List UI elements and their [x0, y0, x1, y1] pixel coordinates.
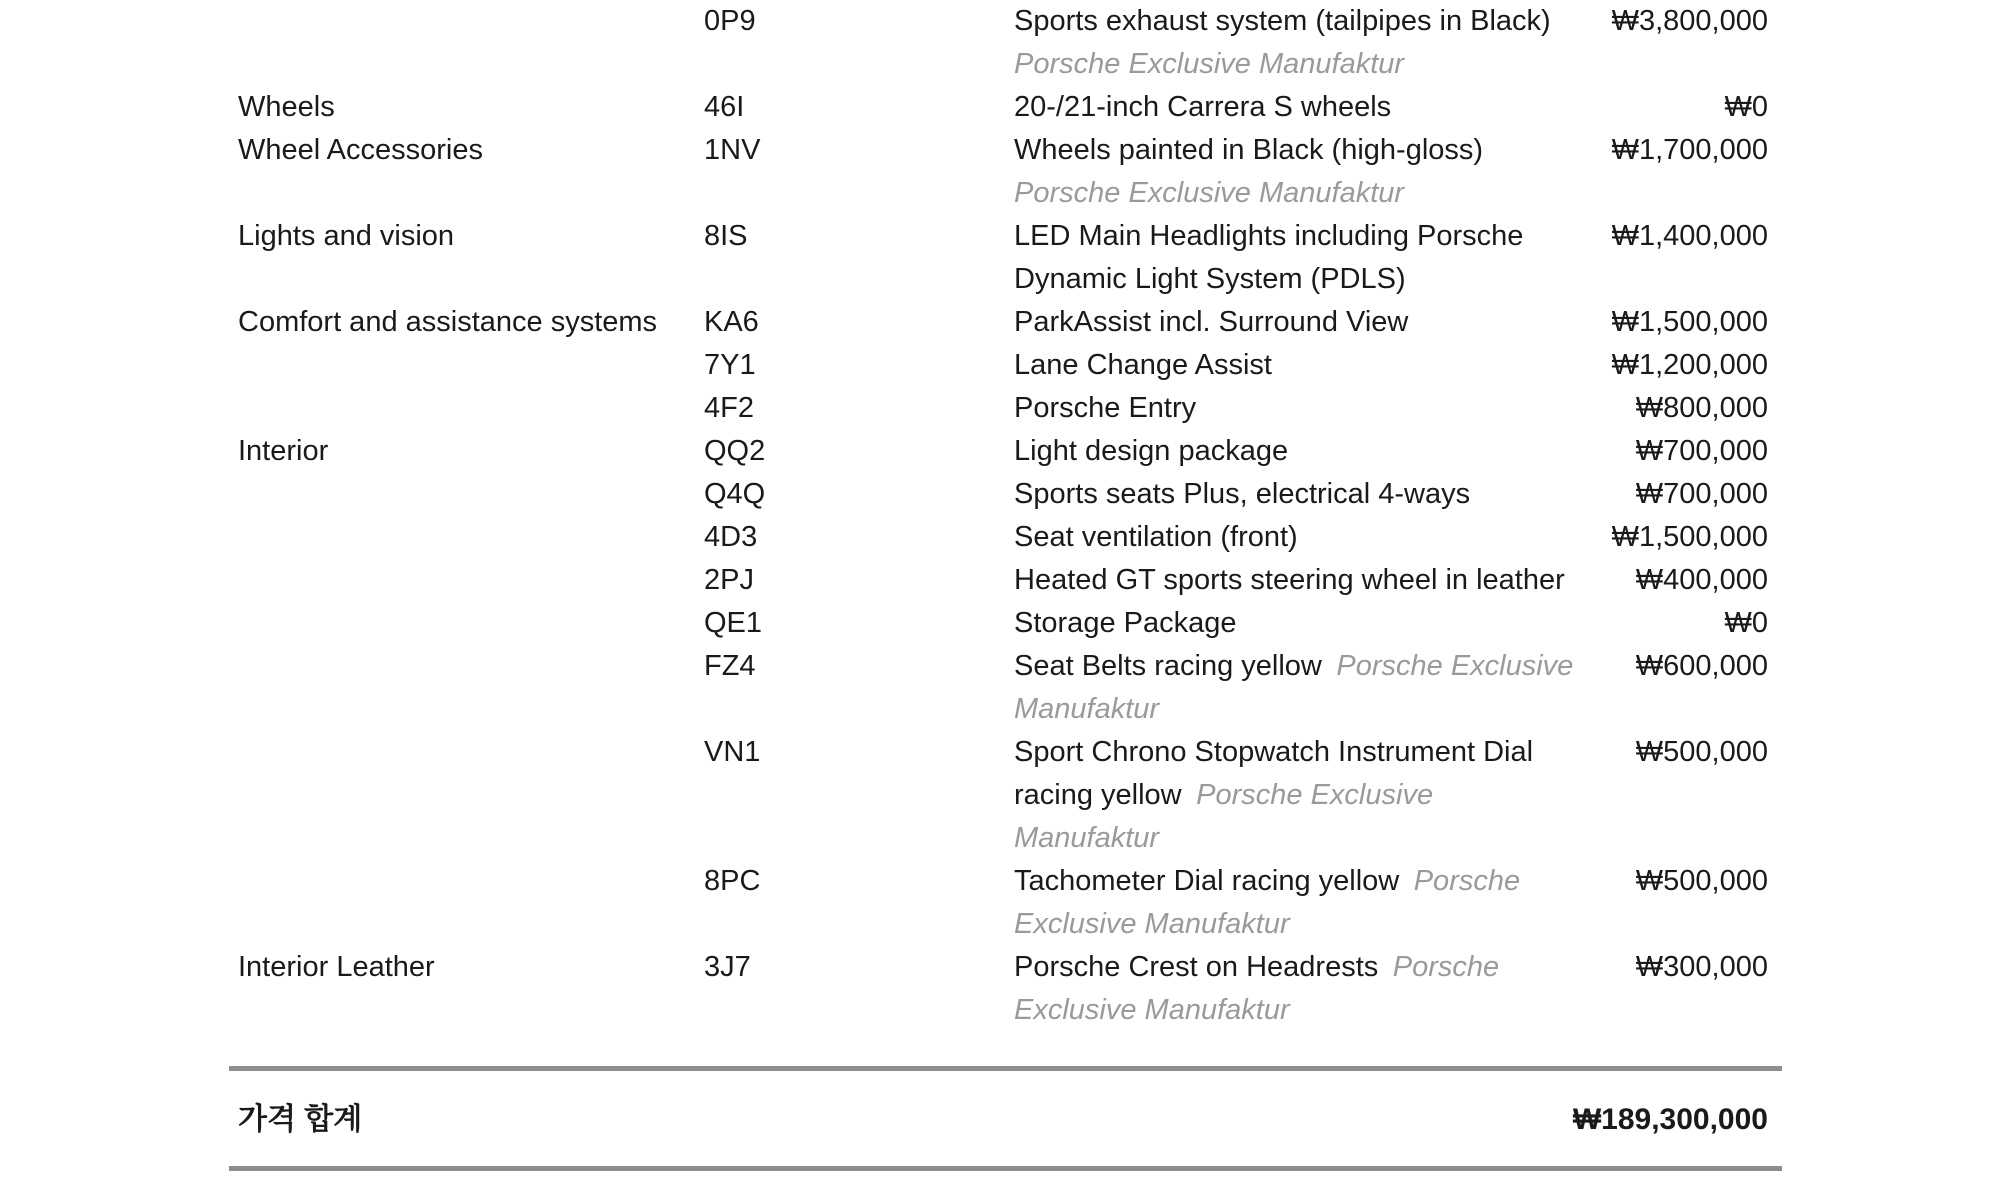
option-code: 1NV	[704, 134, 761, 166]
option-category: Interior Leather	[238, 951, 435, 983]
option-code: QE1	[704, 607, 763, 639]
option-row	[238, 387, 1778, 430]
option-description-cell	[1014, 602, 1584, 645]
option-description: Sports exhaust system (tailpipes in Black)	[1014, 5, 1551, 37]
option-category: Interior	[238, 435, 329, 467]
option-category: Wheels	[238, 91, 335, 123]
option-price: ₩300,000	[1635, 951, 1768, 983]
option-row	[238, 430, 1778, 473]
option-description-cell	[1014, 731, 1584, 860]
option-description: ParkAssist incl. Surround View	[1014, 306, 1409, 338]
option-code: 0P9	[704, 5, 756, 37]
option-price: ₩0	[1724, 607, 1768, 639]
option-description-cell	[1014, 559, 1584, 602]
option-description: Tachometer Dial racing yellow	[1014, 865, 1400, 897]
total-top-rule	[229, 1066, 1782, 1071]
option-row	[238, 0, 1778, 86]
option-code: 8IS	[704, 220, 748, 252]
option-code: 4F2	[704, 392, 754, 424]
option-manufaktur-note: Porsche Exclusive Manufaktur	[1014, 779, 1434, 854]
option-row	[238, 473, 1778, 516]
option-row	[238, 860, 1778, 946]
option-description: Storage Package	[1014, 607, 1237, 639]
option-description-cell	[1014, 86, 1584, 129]
option-price: ₩600,000	[1635, 650, 1768, 682]
option-code: 4D3	[704, 521, 758, 553]
option-description-cell	[1014, 645, 1584, 731]
option-row	[238, 731, 1778, 860]
option-description-cell	[1014, 129, 1584, 215]
option-description-cell	[1014, 516, 1584, 559]
option-row	[238, 946, 1778, 1032]
option-description: Light design package	[1014, 435, 1289, 467]
option-description-cell	[1014, 0, 1584, 86]
option-description: Heated GT sports steering wheel in leather	[1014, 564, 1565, 596]
option-description: Seat Belts racing yellow	[1014, 650, 1322, 682]
option-description-cell	[1014, 946, 1584, 1032]
option-description: Porsche Entry	[1014, 392, 1197, 424]
option-row	[238, 602, 1778, 645]
option-manufaktur-note: Porsche Exclusive Manufaktur	[1014, 177, 1405, 209]
option-code: 46I	[704, 91, 745, 123]
option-row	[238, 215, 1778, 301]
option-manufaktur-note: Porsche Exclusive Manufaktur	[1014, 865, 1521, 940]
option-row	[238, 344, 1778, 387]
option-row	[238, 129, 1778, 215]
option-description: 20-/21-inch Carrera S wheels	[1014, 91, 1392, 123]
option-category: Comfort and assistance systems	[238, 306, 658, 338]
option-price: ₩400,000	[1635, 564, 1768, 596]
total-row	[238, 1095, 1778, 1145]
option-row	[238, 645, 1778, 731]
option-price: ₩700,000	[1635, 435, 1768, 467]
option-code: VN1	[704, 736, 761, 768]
total-bottom-rule	[229, 1166, 1782, 1171]
options-table	[238, 0, 1778, 1032]
option-manufaktur-note: Porsche Exclusive Manufaktur	[1014, 650, 1574, 725]
option-code: 8PC	[704, 865, 761, 897]
option-code: 2PJ	[704, 564, 754, 596]
option-description-cell	[1014, 301, 1584, 344]
option-price: ₩1,700,000	[1611, 134, 1768, 166]
option-price: ₩700,000	[1635, 478, 1768, 510]
option-description: Sport Chrono Stopwatch Instrument Dial racing yellow	[1014, 736, 1534, 811]
option-code: Q4Q	[704, 478, 766, 510]
option-row	[238, 301, 1778, 344]
option-row	[238, 86, 1778, 129]
total-value: ₩189,300,000	[1572, 1103, 1768, 1136]
option-description: Sports seats Plus, electrical 4-ways	[1014, 478, 1471, 510]
option-description-cell	[1014, 215, 1584, 301]
total-label: 가격 합계	[238, 1103, 363, 1136]
option-price: ₩500,000	[1635, 865, 1768, 897]
option-price: ₩800,000	[1635, 392, 1768, 424]
option-code: QQ2	[704, 435, 766, 467]
option-description: Lane Change Assist	[1014, 349, 1272, 381]
option-code: FZ4	[704, 650, 756, 682]
option-price: ₩1,500,000	[1611, 521, 1768, 553]
option-price: ₩0	[1724, 91, 1768, 123]
option-description: Wheels painted in Black (high-gloss)	[1014, 134, 1484, 166]
option-description-cell	[1014, 473, 1584, 516]
option-manufaktur-note: Porsche Exclusive Manufaktur	[1014, 48, 1405, 80]
option-description-cell	[1014, 430, 1584, 473]
option-manufaktur-note: Porsche Exclusive Manufaktur	[1014, 951, 1500, 1026]
option-description: Porsche Crest on Headrests	[1014, 951, 1379, 983]
option-description-cell	[1014, 860, 1584, 946]
option-row	[238, 559, 1778, 602]
option-price: ₩1,200,000	[1611, 349, 1768, 381]
option-row	[238, 516, 1778, 559]
option-price: ₩1,400,000	[1611, 220, 1768, 252]
option-price: ₩3,800,000	[1611, 5, 1768, 37]
option-code: 3J7	[704, 951, 751, 983]
option-code: KA6	[704, 306, 759, 338]
option-price: ₩500,000	[1635, 736, 1768, 768]
option-description: Seat ventilation (front)	[1014, 521, 1298, 553]
option-description: LED Main Headlights including Porsche Dynamic Light System (PDLS)	[1014, 220, 1524, 295]
option-price: ₩1,500,000	[1611, 306, 1768, 338]
option-code: 7Y1	[704, 349, 756, 381]
option-category: Lights and vision	[238, 220, 455, 252]
option-description-cell	[1014, 344, 1584, 387]
option-category: Wheel Accessories	[238, 134, 483, 166]
option-description-cell	[1014, 387, 1584, 430]
